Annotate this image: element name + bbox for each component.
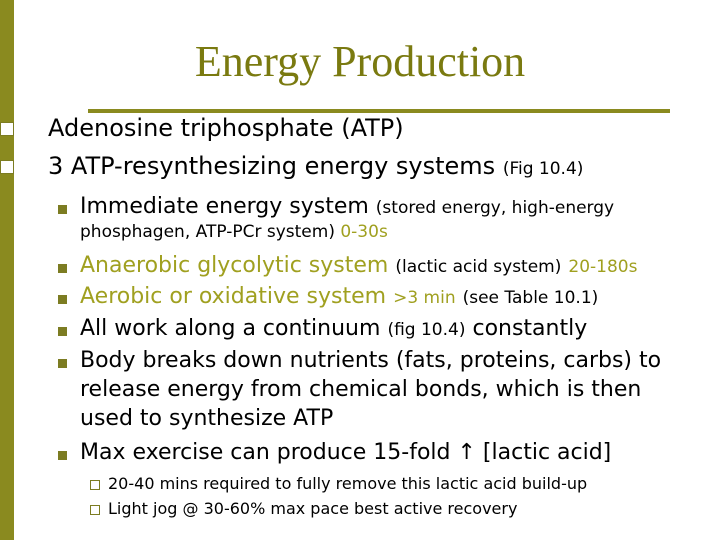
hollow-square-bullet-icon [90, 505, 100, 515]
item-max-exercise [80, 440, 611, 465]
item-note: (see Table 10.1) [462, 288, 599, 308]
item-time: >3 min [393, 288, 456, 308]
bullet-energy-systems [48, 152, 583, 180]
item-time: 20-180s [568, 257, 638, 277]
item-breakdown-line-3 [80, 406, 333, 431]
item-note: (lactic acid system) [395, 257, 562, 277]
item-note: (stored energy, high-energy [375, 198, 615, 218]
item-note: (fig 10.4) [387, 320, 466, 340]
title-underline [88, 109, 670, 113]
square-bullet-icon [58, 451, 67, 460]
subitem-recovery-time [108, 474, 587, 493]
item-breakdown-line-1 [80, 348, 661, 373]
subitem-text: 20-40 mins required to fully remove this lactic acid build-up [108, 474, 588, 493]
bullet-text: Adenosine triphosphate (ATP) [48, 114, 404, 142]
bullet-atp [48, 114, 404, 142]
item-text: All work along a continuum [80, 316, 381, 341]
item-text: used to synthesize ATP [80, 406, 334, 431]
item-note: phosphagen, ATP-PCr system) [80, 222, 335, 242]
hollow-square-bullet-icon [0, 122, 14, 136]
hollow-square-bullet-icon [90, 480, 100, 490]
slide-title: Energy Production [194, 37, 526, 86]
item-text: Max exercise can produce 15-fold ↑ [lactic acid] [80, 440, 612, 465]
item-immediate-cont [80, 222, 388, 242]
item-continuum [80, 316, 587, 341]
item-time: 0-30s [340, 222, 388, 242]
subitem-light-jog [108, 499, 517, 518]
item-text: Immediate energy system [80, 194, 369, 219]
item-text: Anaerobic glycolytic system [80, 253, 389, 278]
square-bullet-icon [58, 359, 67, 368]
square-bullet-icon [58, 295, 67, 304]
item-text: Aerobic or oxidative system [80, 284, 387, 309]
bullet-text: 3 ATP-resynthesizing energy systems [48, 152, 496, 180]
item-breakdown-line-2 [80, 377, 641, 402]
square-bullet-icon [58, 264, 67, 273]
item-immediate [80, 194, 614, 219]
square-bullet-icon [58, 327, 67, 336]
square-bullet-icon [58, 205, 67, 214]
item-text: Body breaks down nutrients (fats, proteins, carbs) to [80, 348, 662, 373]
hollow-square-bullet-icon [0, 160, 14, 174]
item-anaerobic [80, 253, 637, 278]
item-aerobic [80, 284, 598, 309]
item-text-end: constantly [472, 316, 588, 341]
bullet-note: (Fig 10.4) [502, 159, 584, 179]
item-text: release energy from chemical bonds, which is then [80, 377, 642, 402]
subitem-text: Light jog @ 30-60% max pace best active recovery [108, 499, 518, 518]
